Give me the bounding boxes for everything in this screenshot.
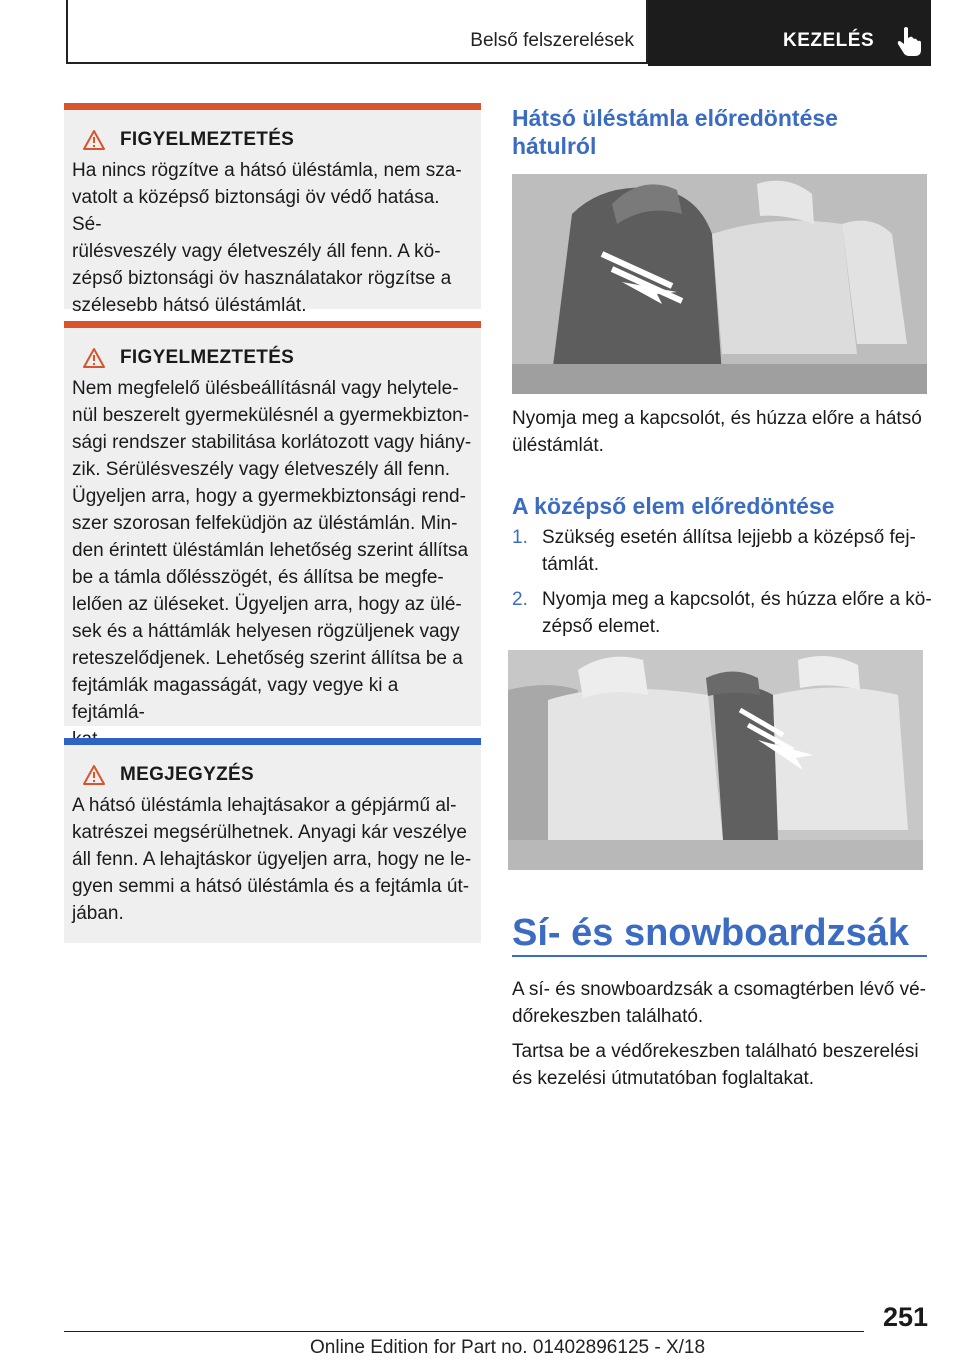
section-title: Belső felszerelések [470,30,634,51]
section3-paragraph-2: Tartsa be a védőrekeszben található beszerelési és kezelési útmutatóban foglaltakat. [512,1041,919,1089]
page-number: 251 [882,1302,928,1332]
section1-text-block [512,405,932,459]
seat-backrest-illustration [512,174,927,394]
warning-title: FIGYELMEZTETÉS [120,129,295,150]
warning-triangle-icon [82,347,106,369]
center-section-illustration [508,650,923,870]
note-box [64,738,481,943]
step-2: 2. Nyomja meg a kapcsolót, és húzza előre a kö- zépső elemet. [512,589,932,637]
section2-heading: A középső elem előredöntése [512,493,835,519]
warning-triangle-icon [82,129,106,151]
section1-heading: Hátsó üléstámla előredöntése hátulról [512,105,838,159]
section3-paragraph-1: A sí- és snowboardzsák a csomagtérben lévő vé- dőrekeszben található. [512,979,926,1027]
warning-box-1 [64,103,481,316]
warning-triangle-icon [82,764,106,786]
note-heading [72,764,473,786]
chapter-label: KEZELÉS [783,30,875,51]
section2-block [512,492,932,648]
warning-title: FIGYELMEZTETÉS [120,347,295,368]
warning-bar [64,103,481,110]
warning-bar [64,321,481,328]
note-bar [64,738,481,745]
edition-footer: Online Edition for Part no. 01402896125 - X/18 [310,1337,706,1358]
running-header-section [66,0,648,64]
section1-heading-block [512,104,932,160]
chapter-tab [648,0,931,66]
warning-text: Ha nincs rögzítve a hátsó üléstámla, nem sza- vatolt a középső biztonsági öv védő hatása. Sé- rülésveszély vagy életveszély áll fenn. A kö- zépső biztonsági öv használatakor rögzítse a szélesebb hátsó üléstámlát. [72,160,462,316]
section3-heading: Sí- és snowboardzsák [512,912,910,954]
section3-rule [512,955,927,957]
hand-pointer-icon [896,26,922,56]
footer-rule [64,1331,864,1332]
warning-box-2 [64,321,481,726]
note-text: A hátsó üléstámla lehajtásakor a gépjármű al- katrészei megsérülhetnek. Anyagi kár veszélye áll fenn. A lehajtáskor ügyeljen arra, hogy ne le- gyen semmi a hátsó üléstámla és a fejtámla út- jában. [72,795,472,924]
step-1: 1. Szükség esetén állítsa lejjebb a középső fej- támlát. [512,527,916,575]
note-title: MEGJEGYZÉS [120,764,254,785]
section3-text-block [512,976,932,1092]
warning-text: Nem megfelelő ülésbeállításnál vagy helytele- nül beszerelt gyermekülésnél a gyermekbizton- sági rendszer stabilitása korlátozott vagy hiány- zik. Sérülésveszély vagy életveszély áll fenn. Ügyeljen arra, hogy a gyermekbiztonsági rend- szer szorosan felfeküdjön az üléstámlán. Min- den érintett üléstámlán lehetőség szerint állítsa be a támla dőlésszögét, és állítsa be megfe- lelően az üléseket. Ügyeljen arra, hogy az ülé- sek és a háttámlák helyesen rögzüljenek vagy reteszelődjenek. Lehetőség szerint állítsa be a fejtámlák magasságát, vagy vegye ki a fejtámlá- [72,378,472,723]
warning-heading [72,347,473,369]
section1-text: Nyomja meg a kapcsolót, és húzza előre a hátsó üléstámlát. [512,408,922,456]
warning-heading [72,129,473,151]
steps-list [512,524,932,640]
